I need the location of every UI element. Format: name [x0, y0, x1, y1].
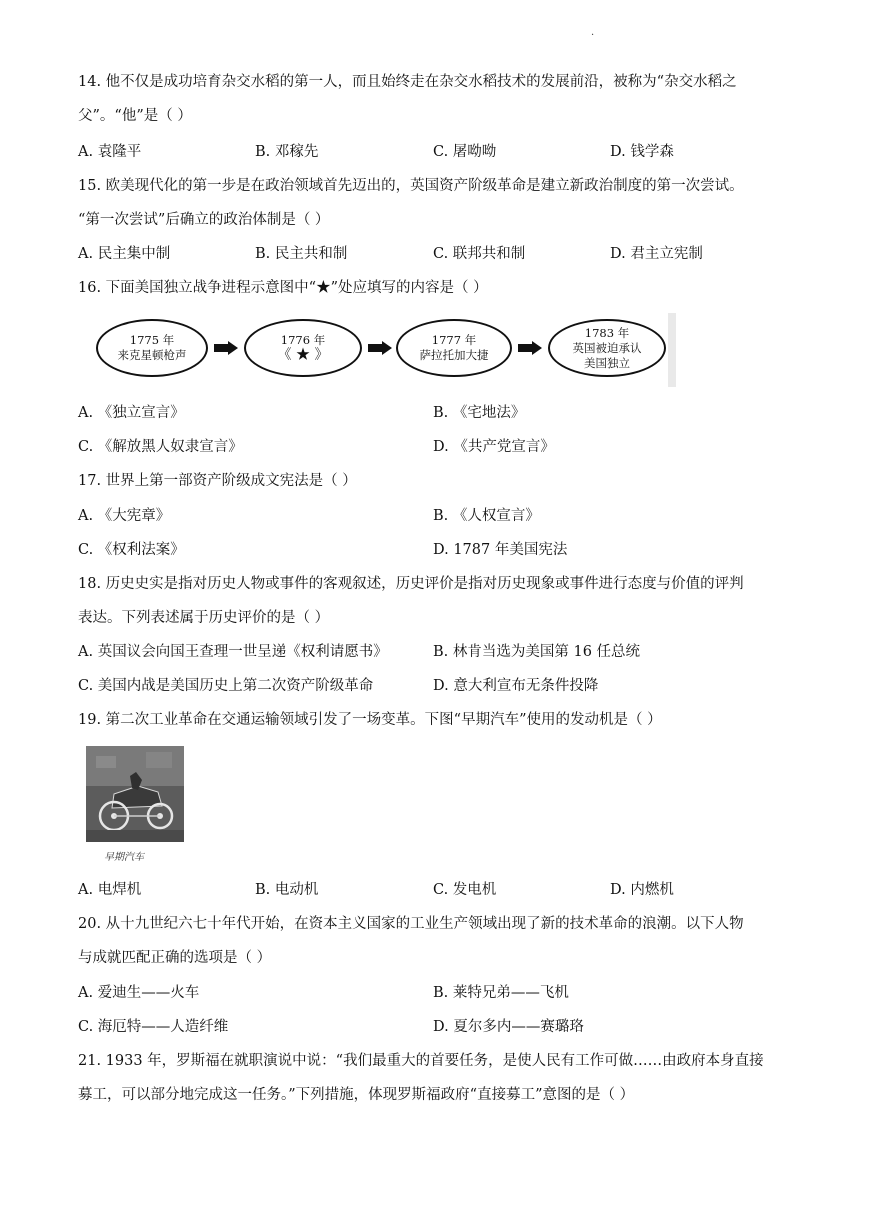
q19-option-b[interactable]: B. 电动机 [255, 882, 319, 898]
flow-node-1776 [244, 319, 362, 377]
q14-option-a[interactable]: A. 袁隆平 [78, 144, 142, 160]
q19-option-d[interactable]: D. 内燃机 [610, 882, 674, 898]
header-mark: · [591, 30, 595, 41]
q20-option-c[interactable]: C. 海厄特——人造纤维 [78, 1019, 229, 1035]
q14-option-c[interactable]: C. 屠呦呦 [433, 144, 497, 160]
q21-stem-line2: 募工，可以部分地完成这一任务。”下列措施，体现罗斯福政府“直接募工”意图的是（ ） [78, 1087, 635, 1103]
q17-option-d[interactable]: D. 1787 年美国宪法 [433, 542, 568, 558]
early-car-image [86, 746, 184, 842]
q20-option-d[interactable]: D. 夏尔多内——赛璐珞 [433, 1019, 584, 1035]
scan-edge [668, 313, 676, 387]
flow-node-1783 [548, 319, 666, 377]
q18-option-b[interactable]: B. 林肯当选为美国第 16 任总统 [433, 644, 641, 660]
q15-option-a[interactable]: A. 民主集中制 [78, 246, 171, 262]
q19-stem-line1: 19. 第二次工业革命在交通运输领域引发了一场变革。下图“早期汽车”使用的发动机是（ ） [78, 712, 662, 728]
q18-stem-line2: 表达。下列表述属于历史评价的是（ ） [78, 610, 330, 626]
independence-war-flow-diagram [94, 313, 682, 388]
q21-stem-line1: 21. 1933 年，罗斯福在就职演说中说：“我们最重大的首要任务，是使人民有工作可做……由政府本身直接 [78, 1053, 764, 1069]
q17-option-a[interactable]: A. 《大宪章》 [78, 508, 171, 524]
q18-option-c[interactable]: C. 美国内战是美国历史上第二次资产阶级革命 [78, 678, 374, 694]
q18-option-d[interactable]: D. 意大利宣布无条件投降 [433, 678, 599, 694]
q18-option-a[interactable]: A. 英国议会向国王查理一世呈递《权利请愿书》 [78, 644, 388, 660]
q16-stem-line1: 16. 下面美国独立战争进程示意图中“★”处应填写的内容是（ ） [78, 280, 488, 296]
flow-node-event: 《 ★ 》 [277, 347, 329, 363]
q20-stem-line1: 20. 从十九世纪六七十年代开始，在资本主义国家的工业生产领域出现了新的技术革命的浪潮。以下人物 [78, 916, 744, 932]
q20-option-b[interactable]: B. 莱特兄弟——飞机 [433, 985, 569, 1001]
early-car-photo [86, 746, 184, 866]
q15-stem-line2: “第一次尝试”后确立的政治体制是（ ） [78, 212, 330, 228]
flow-node-year: 1777 年 [431, 333, 477, 347]
q19-option-c[interactable]: C. 发电机 [433, 882, 497, 898]
q20-option-a[interactable]: A. 爱迪生——火车 [78, 985, 200, 1001]
q14-stem-line2: 父”。“他”是（ ） [78, 108, 192, 124]
early-car-icon [86, 746, 184, 842]
q16-option-c[interactable]: C. 《解放黑人奴隶宣言》 [78, 439, 243, 455]
q16-option-a[interactable]: A. 《独立宣言》 [78, 405, 185, 421]
q19-option-a[interactable]: A. 电焊机 [78, 882, 142, 898]
q15-option-c[interactable]: C. 联邦共和制 [433, 246, 526, 262]
flow-node-event: 英国被迫承认美国独立 [572, 340, 642, 370]
q17-option-c[interactable]: C. 《权利法案》 [78, 542, 185, 558]
q17-stem-line1: 17. 世界上第一部资产阶级成文宪法是（ ） [78, 473, 357, 489]
arrow-right-icon [214, 341, 238, 355]
q20-stem-line2: 与成就匹配正确的选项是（ ） [78, 950, 272, 966]
flow-node-1775 [96, 319, 208, 377]
q14-stem-line1: 14. 他不仅是成功培育杂交水稻的第一人，而且始终走在杂交水稻技术的发展前沿，被称为“杂交水稻之 [78, 74, 737, 90]
flow-node-event: 萨拉托加大捷 [419, 348, 489, 362]
q17-option-b[interactable]: B. 《人权宣言》 [433, 508, 540, 524]
flow-node-1777 [396, 319, 512, 377]
q16-option-d[interactable]: D. 《共产党宣言》 [433, 439, 555, 455]
flow-node-year: 1776 年 [280, 333, 326, 347]
q16-option-b[interactable]: B. 《宅地法》 [433, 405, 526, 421]
q14-option-b[interactable]: B. 邓稼先 [255, 144, 319, 160]
arrow-right-icon [368, 341, 392, 355]
q18-stem-line1: 18. 历史史实是指对历史人物或事件的客观叙述，历史评价是指对历史现象或事件进行态度与价值的评判 [78, 576, 744, 592]
early-car-caption: 早期汽车 [104, 852, 144, 863]
q14-option-d[interactable]: D. 钱学森 [610, 144, 674, 160]
arrow-right-icon [518, 341, 542, 355]
flow-node-year: 1783 年 [584, 325, 630, 340]
q15-option-b[interactable]: B. 民主共和制 [255, 246, 348, 262]
q15-option-d[interactable]: D. 君主立宪制 [610, 246, 703, 262]
flow-node-year: 1775 年 [129, 333, 175, 347]
flow-node-event: 来克星顿枪声 [117, 348, 187, 362]
q15-stem-line1: 15. 欧美现代化的第一步是在政治领域首先迈出的，英国资产阶级革命是建立新政治制度的第一次尝试。 [78, 178, 744, 194]
